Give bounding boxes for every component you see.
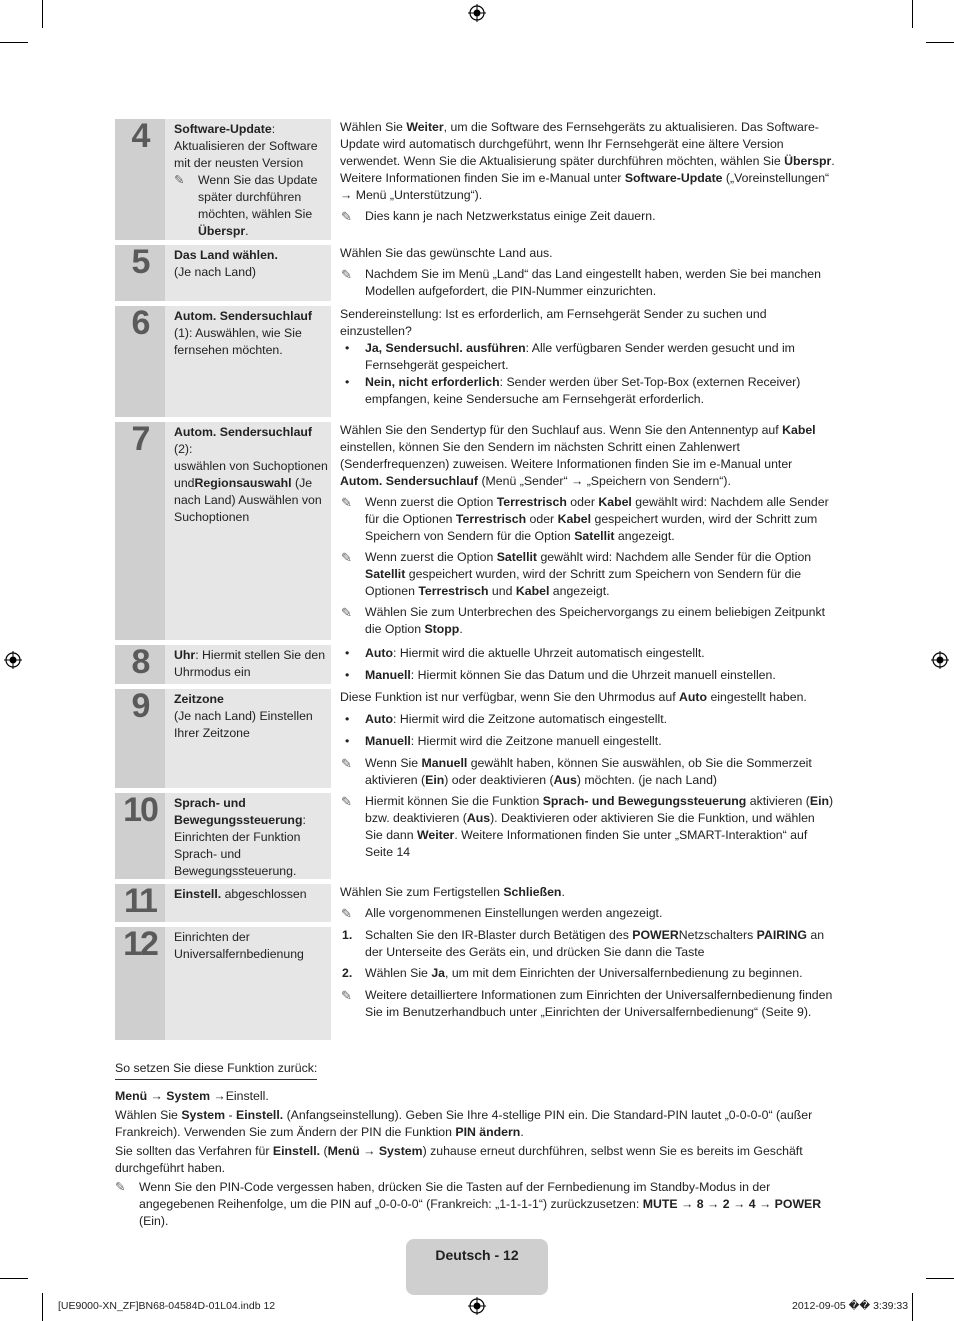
step-number [115, 645, 165, 684]
step-title: Autom. Sendersuchlauf (1): Auswählen, wie Sie fernsehen möchten. [165, 306, 331, 417]
step-number [115, 422, 165, 640]
reset-heading: So setzen Sie diese Funktion zurück: [115, 1060, 317, 1080]
step-description: Wählen Sie zum Fertigstellen Schließen. ✎ Alle vorgenommenen Einstellungen werden angezeigt. [340, 885, 663, 921]
footer-file: [UE9000-XN_ZF]BN68-04584D-01L04.indb 12 [58, 1300, 276, 1312]
step-row [115, 793, 835, 879]
step-number-text: 10 [123, 791, 157, 829]
registration-mark-icon [4, 651, 22, 669]
crop-mark [926, 1278, 954, 1279]
step-description: Wählen Sie Weiter, um die Software des Fernsehgeräts zu aktualisieren. Das Software-Update wird automatisch durchgeführt, wenn Ihr Fernsehgerät eine ältere Version verwendet. Wenn Sie die Aktualisierung später durchführen möchten, wählen Sie Überspr. Weitere Informationen finden Sie im e-Manual unter Software-Update („Voreinstellungen“ → Menü „Unterstützung“). ✎ Dies kann je nach Netzwerkstatus einige Zeit dauern. [340, 120, 835, 224]
step-title: Zeitzone (Je nach Land) Einstellen Ihrer Zeitzone [165, 689, 331, 788]
step-description: • Auto: Hiermit wird die aktuelle Uhrzeit automatisch eingestellt. • Manuell: Hiermit können Sie das Datum und die Uhrzeit manuell einstellen. [345, 646, 776, 682]
step-description: Wählen Sie den Sendertyp für den Suchlauf aus. Wenn Sie den Antennentyp auf Kabel einstellen, können Sie den Sendern im nächsten Schritt einen Zahlenwert (Senderfrequenzen) zuweisen. Weitere Informationen finden Sie im e-Manual unter Autom. Sendersuchlauf (Menü „Sender“ → „Speichern von Sendern“). ✎ Wenn zuerst die Option Terrestrisch oder Kabel gewählt wird: Nachdem alle Sender für die Optionen Terrestrisch oder Kabel gespeichert wurden, wird der Schritt zum Speichern von Sendern für die Option Satellit angezeigt. ✎ Wenn zuerst die Option Satellit gewählt wird: Nachdem alle Sender für die Option Satellit gespeichert wurden, wird der Schritt zum Speichern von Sendern für die Optionen Terrestrisch und Kabel angezeigt. ✎ Wählen Sie zum Unterbrechen des Speichervorgangs zu einem beliebigen Zeitpunkt die Option Stopp. [340, 423, 829, 636]
step-number-text: 6 [131, 304, 149, 342]
step-number [115, 884, 165, 922]
registration-mark-icon [468, 1297, 486, 1315]
page-label: Deutsch - 12 [435, 1247, 519, 1263]
step-number-text: 5 [131, 243, 149, 281]
crop-mark [926, 42, 954, 43]
reset-menu-path: Menü → System →Einstell. [115, 1089, 269, 1103]
reset-paragraph-1: Wählen Sie System - Einstell. (Anfangseinstellung). Geben Sie Ihre 4-stellige PIN ein. Die Standard-PIN lautet „0-0-0-0“ (außer Frankreich). Verwenden Sie zum Ändern der PIN die Funktion PIN ändern. [115, 1108, 813, 1139]
reset-paragraph-2: Sie sollten das Verfahren für Einstell. (Menü → System) zuhause erneut durchführen, selbst wenn Sie es bereits im Geschäft durchgeführt haben. [115, 1144, 803, 1175]
step-title: Sprach- und Bewegungssteuerung: Einrichten der Funktion Sprach- und Bewegungssteuerung. [165, 793, 331, 879]
step-title: Einstell. abgeschlossen [165, 884, 331, 922]
step-title: Das Land wählen. (Je nach Land) [165, 245, 331, 301]
step-title: Autom. Sendersuchlauf (2): uswählen von Suchoptionen undRegionsauswahl (Je nach Land) Auswählen von Suchoptionen [165, 422, 331, 640]
registration-mark-icon [931, 651, 949, 669]
step-number [115, 306, 165, 417]
crop-mark [912, 0, 913, 28]
step-number-text: 7 [131, 420, 149, 458]
step-number-text: 11 [124, 882, 156, 920]
step-number [115, 793, 165, 879]
step-number-text: 8 [131, 643, 149, 681]
step-number-text: 9 [131, 687, 149, 725]
step-title: Software-Update: Aktualisieren der Software mit der neusten Version ✎ Wenn Sie das Update später durchführen möchten, wählen Sie Überspr. [165, 119, 331, 240]
step-title: Uhr: Hiermit stellen Sie den Uhrmodus ein [165, 645, 331, 684]
step-number-text: 12 [123, 925, 157, 963]
step-title: Einrichten der Universalfernbedienung [165, 927, 331, 1040]
step-row [115, 306, 835, 417]
step-row [115, 119, 835, 240]
reset-note: ✎ Wenn Sie den PIN-Code vergessen haben, drücken Sie die Tasten auf der Fernbedienung im Standby-Modus in der angegebenen Reihenfolge, um die PIN auf „0-0-0-0“ (Frankreich: „1-1-1-1“) zurückzusetzen: MUTE → 8 → 2 → 4 → POWER (Ein). [115, 1180, 822, 1228]
step-description: Diese Funktion ist nur verfügbar, wenn Sie den Uhrmodus auf Auto eingestellt haben. • Auto: Hiermit wird die Zeitzone automatisch eingestellt. • Manuell: Hiermit wird die Zeitzone manuell eingestellt. ✎ Wenn Sie Manuell gewählt haben, können Sie auswählen, ob Sie die Sommerzeit aktivieren (Ein) oder deaktivieren (Aus) möchten. (je nach Land) [340, 690, 812, 787]
step-description: Sendereinstellung: Ist es erforderlich, am Fernsehgerät Sender zu suchen und einzustellen? • Ja, Sendersuchl. ausführen: Alle verfügbaren Sender werden gesucht und im Fernsehgerät gespeichert. • Nein, nicht erforderlich: Sender werden über Set-Top-Box (externen Receiver) empfangen, keine Sendersuche am Fernsehgerät erforderlich. [340, 307, 801, 406]
reset-section [115, 1060, 835, 1230]
step-number [115, 927, 165, 1040]
step-description: ✎ Hiermit können Sie die Funktion Sprach- und Bewegungssteuerung aktivieren (Ein) bzw. deaktivieren (Aus). Deaktivieren oder aktivieren Sie die Funktion, und wählen Sie dann Weiter. Weitere Informationen finden Sie unter „SMART-Interaktion“ auf Seite 14 [341, 794, 834, 859]
step-row [115, 927, 835, 1040]
crop-mark [0, 1278, 28, 1279]
step-description: 1. Schalten Sie den IR-Blaster durch Betätigen des POWERNetzschalters PAIRING an der Unterseite des Geräts ein, und drücken Sie dann die Taste 2. Wählen Sie Ja, um mit dem Einrichten der Universalfernbedienung zu beginnen. ✎ Weitere detailliertere Informationen zum Einrichten der Universalfernbedienung finden Sie im Benutzerhandbuch unter „Einrichten der Universalfernbedienung“ (Seite 9). [341, 928, 833, 1019]
registration-mark-icon [468, 4, 486, 22]
step-number [115, 119, 165, 240]
crop-mark [0, 42, 28, 43]
step-number [115, 245, 165, 301]
step-row [115, 689, 835, 788]
crop-mark [912, 1293, 913, 1321]
footer-date: 2012-09-05 �� 3:39:33 [792, 1300, 909, 1312]
step-description: Wählen Sie das gewünschte Land aus. ✎ Nachdem Sie im Menü „Land“ das Land eingestellt haben, werden Sie bei manchen Modellen aufgefordert, die PIN-Nummer einzurichten. [340, 246, 821, 298]
page-number-box [406, 1239, 548, 1295]
note-icon: ✎ [115, 1180, 126, 1194]
step-row [115, 422, 835, 640]
crop-mark [42, 1293, 43, 1321]
step-number [115, 689, 165, 788]
crop-mark [42, 0, 43, 28]
step-row [115, 245, 835, 301]
setup-steps-table [115, 119, 835, 1045]
step-row [115, 645, 835, 684]
step-row [115, 884, 835, 922]
step-number-text: 4 [131, 117, 149, 155]
